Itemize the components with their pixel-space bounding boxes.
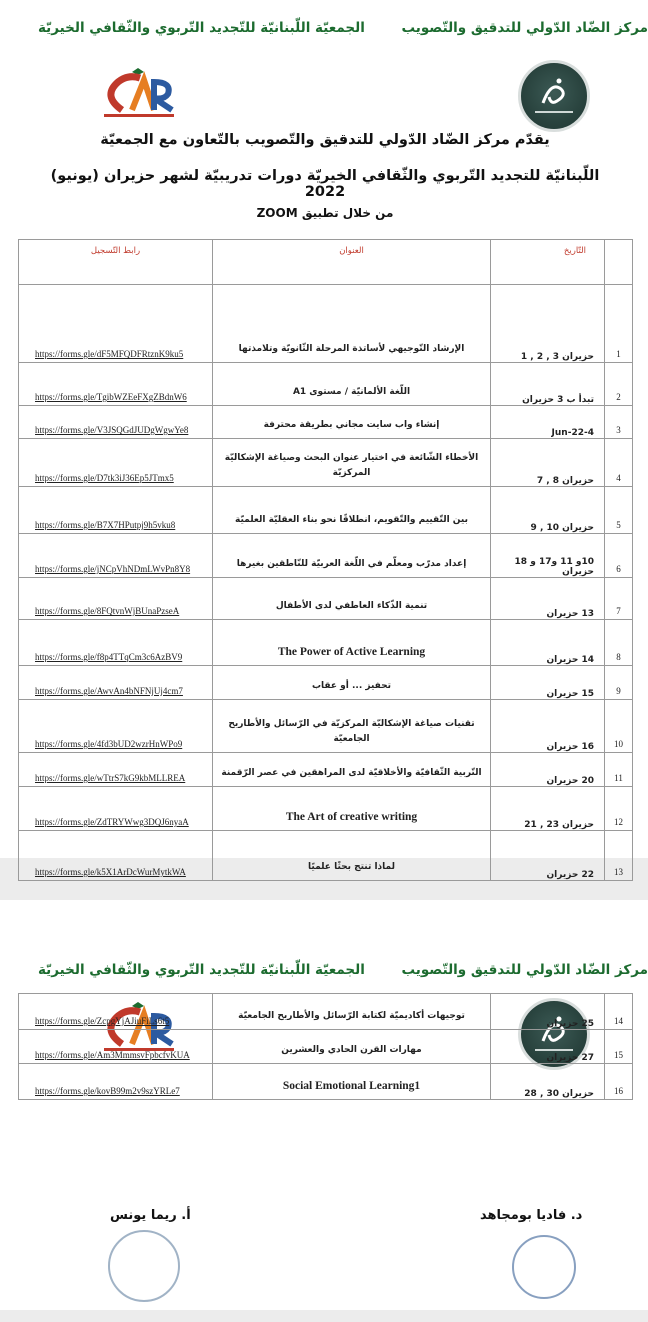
table-row [19, 700, 633, 753]
table-row [19, 285, 633, 363]
row-number: 12 [605, 787, 633, 831]
header-left-org: الجمعيّة اللّبنانيّة للتّجديد التّربوي والثّقافي الخيريّة [38, 20, 365, 36]
registration-link[interactable]: https://forms.gle/TgibWZEeFXgZBdnW6 [19, 363, 213, 406]
course-title: تنمية الذّكاء العاطفي لدى الأطفال [213, 578, 491, 620]
header-right-org: مركز الضّاد الدّولي للتدقيق والتّصويب [401, 20, 648, 36]
row-number: 7 [605, 578, 633, 620]
course-date: 14 حزيران [491, 620, 605, 666]
registration-link[interactable]: https://forms.gle/D7tk3iJ36Ep5JTmx5 [19, 439, 213, 487]
table-row [19, 666, 633, 700]
row-number: 5 [605, 487, 633, 534]
row-number: 4 [605, 439, 633, 487]
signature-right-name: د. فاديا بومجاهد [480, 1208, 583, 1223]
course-title: اللّغة الألمانيّة / مستوى A1 [213, 363, 491, 406]
stamp-left [108, 1230, 180, 1302]
course-date: حزيران 30 , 28 [491, 1064, 605, 1100]
course-date: تبدأ ب 3 حزيران [491, 363, 605, 406]
course-date: 25 حزيران [491, 994, 605, 1030]
course-title: Social Emotional Learning1 [213, 1064, 491, 1100]
course-title: تقنيات صياغة الإشكاليّة المركزيّة في الرّسائل والأطاريح الجامعيّة [213, 700, 491, 753]
registration-link[interactable]: https://forms.gle/8FQtvnWjBUnaPzseA [19, 578, 213, 620]
intro-line-2: اللّبنانيّة للتجديد التّربوي والثّقافي الخيريّة دورات تدريبيّة لشهر حزيران (يونيو) 2022 [50, 168, 600, 200]
table-row [19, 439, 633, 487]
dhad-logo [518, 60, 590, 132]
row-number: 10 [605, 700, 633, 753]
table-row [19, 994, 633, 1030]
table-row [19, 363, 633, 406]
course-title: الإرشاد التّوجيهي لأساتذة المرحلة الثّانويّة وتلامذتها [213, 285, 491, 363]
row-number: 8 [605, 620, 633, 666]
course-title: لماذا تنتج بحثًا علميًا [213, 831, 491, 881]
course-title: The Art of creative writing [213, 787, 491, 831]
header-link: رابط التّسجيل [19, 240, 213, 285]
row-number: 1 [605, 285, 633, 363]
header-title: العنوان [213, 240, 491, 285]
course-title: بين التّقييم والتّقويم، انطلاقًا نحو بناء العقليّة العلميّة [213, 487, 491, 534]
course-date: 22 حزيران [491, 831, 605, 881]
row-number: 16 [605, 1064, 633, 1100]
row-number: 13 [605, 831, 633, 881]
row-number: 15 [605, 1030, 633, 1064]
registration-link[interactable]: https://forms.gle/jNCpVhNDmLWvPn8Y8 [19, 534, 213, 578]
header-date: التّاريخ [491, 240, 605, 285]
intro-line-1: يقدّم مركز الضّاد الدّولي للتدقيق والتّصويب بالتّعاون مع الجمعيّة [100, 132, 550, 148]
course-date: حزيران 8 , 7 [491, 439, 605, 487]
row-number: 6 [605, 534, 633, 578]
table-row [19, 787, 633, 831]
course-date: حزيران 23 , 21 [491, 787, 605, 831]
registration-link[interactable]: https://forms.gle/ZdTRYWwg3DQJ6nyaA [19, 787, 213, 831]
table-row [19, 753, 633, 787]
table-header-row [19, 240, 633, 285]
course-date: 20 حزيران [491, 753, 605, 787]
intro-line-3: من خلال تطبيق ZOOM [256, 206, 394, 220]
table-row [19, 620, 633, 666]
header-left-org-2: الجمعيّة اللّبنانيّة للتّجديد التّربوي والثّقافي الخيريّة [38, 962, 365, 978]
registration-link[interactable]: https://forms.gle/f8p4TTqCm3c6AzBV9 [19, 620, 213, 666]
table-row [19, 1030, 633, 1064]
registration-link[interactable]: https://forms.gle/dF5MFQDFRtznK9ku5 [19, 285, 213, 363]
course-title: الأخطاء الشّائعة في اختيار عنوان البحث وصياغة الإشكاليّة المركزيّة [213, 439, 491, 487]
row-number: 3 [605, 406, 633, 439]
course-date: 10و 11 و17 و 18 حزيران [491, 534, 605, 578]
table-row [19, 1064, 633, 1100]
course-date: 13 حزيران [491, 578, 605, 620]
course-title: تحفيز ... أو عقاب [213, 666, 491, 700]
row-number: 9 [605, 666, 633, 700]
header-right-org-2: مركز الضّاد الدّولي للتدقيق والتّصويب [401, 962, 648, 978]
signature-left-name: أ. ريما يونس [110, 1208, 191, 1223]
row-number: 2 [605, 363, 633, 406]
car-logo [92, 66, 184, 122]
course-date: 16 حزيران [491, 700, 605, 753]
course-date: 4-Jun-22 [491, 406, 605, 439]
course-title: مهارات القرن الحادي والعشرين [213, 1030, 491, 1064]
row-number: 14 [605, 994, 633, 1030]
course-title: إعداد مدرّب ومعلّم في اللّغة العربيّة للنّاطقين بغيرها [213, 534, 491, 578]
course-date: 27 حزيران [491, 1030, 605, 1064]
registration-link[interactable]: https://forms.gle/ZcpgYjAJiuFiLs6t5 [19, 994, 213, 1030]
registration-link[interactable]: https://forms.gle/wTtrS7kG9kbMLLREA [19, 753, 213, 787]
schedule-table [18, 239, 633, 881]
table-row [19, 487, 633, 534]
stamp-right [512, 1235, 576, 1299]
header-num [605, 240, 633, 285]
page-2 [0, 900, 648, 1310]
registration-link[interactable]: https://forms.gle/Am3MmmsvFpbcfvKUA [19, 1030, 213, 1064]
registration-link[interactable]: https://forms.gle/V3JSQGdJUDgWgwYe8 [19, 406, 213, 439]
registration-link[interactable]: https://forms.gle/B7X7HPutpj9h5vku8 [19, 487, 213, 534]
registration-link[interactable]: https://forms.gle/k5X1ArDcWurMytkWA [19, 831, 213, 881]
registration-link[interactable]: https://forms.gle/AwvAn4bNFNjUj4cm7 [19, 666, 213, 700]
course-title: توجيهات أكاديميّة لكتابة الرّسائل والأطاريح الجامعيّة [213, 994, 491, 1030]
row-number: 11 [605, 753, 633, 787]
table-row [19, 406, 633, 439]
table-row [19, 831, 633, 881]
schedule-table-2 [18, 993, 633, 1100]
registration-link[interactable]: https://forms.gle/kovB99m2v9szYRLe7 [19, 1064, 213, 1100]
table-row [19, 534, 633, 578]
course-date: 15 حزيران [491, 666, 605, 700]
course-date: حزيران 3 , 2 , 1 [491, 285, 605, 363]
course-title: إنشاء واب سايت مجاني بطريقة محترفة [213, 406, 491, 439]
table-row [19, 578, 633, 620]
course-title: التّربية الثّقافيّة والأخلاقيّة لدى المراهقين في عصر الرّقمنة [213, 753, 491, 787]
course-date: حزيران 10 , 9 [491, 487, 605, 534]
registration-link[interactable]: https://forms.gle/4fd3bUD2wzrHnWPo9 [19, 700, 213, 753]
course-title: The Power of Active Learning [213, 620, 491, 666]
